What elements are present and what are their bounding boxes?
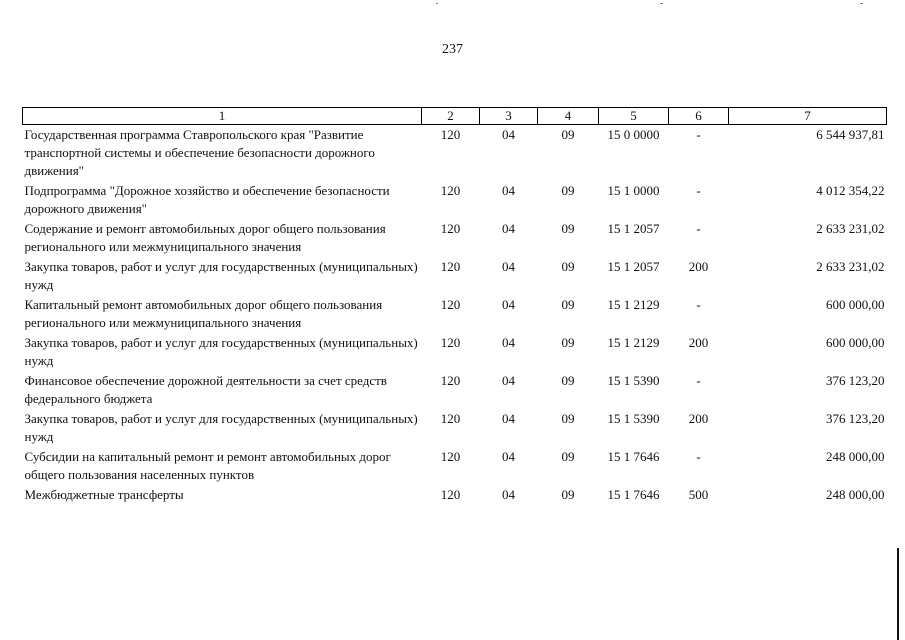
row-expense-type-cell: -	[696, 127, 701, 142]
column-header: 4	[538, 108, 599, 125]
row-amount-cell: 2 633 231,02	[816, 221, 885, 236]
row-amount-cell: 248 000,00	[826, 487, 885, 502]
row-section-cell: 04	[502, 449, 515, 464]
row-subsection-cell: 09	[561, 221, 575, 236]
row-expense-type-cell: 200	[688, 259, 709, 274]
page-number: 237	[442, 42, 463, 57]
row-amount-cell: 248 000,00	[826, 449, 885, 464]
row-code-cell: 120	[440, 183, 461, 198]
row-name-cell: Капитальный ремонт автомобильных дорог общего пользования регионального или межмуниципального значения	[24, 297, 383, 330]
row-section-cell: 04	[502, 297, 515, 312]
table-row	[23, 409, 887, 447]
table-row	[23, 447, 887, 485]
table-row	[23, 333, 887, 371]
row-code-cell: 120	[440, 487, 461, 502]
row-section-cell: 04	[502, 183, 515, 198]
scan-artifact	[860, 3, 863, 4]
table-row	[23, 257, 887, 295]
column-header: 7	[729, 108, 887, 125]
row-subsection-cell: 09	[561, 127, 575, 142]
row-code-cell: 120	[440, 373, 461, 388]
row-name-cell: Подпрограмма "Дорожное хозяйство и обеспечение безопасности дорожного движения"	[24, 183, 390, 216]
row-expense-type-cell: -	[696, 297, 701, 312]
row-code-cell: 120	[440, 221, 461, 236]
table-row	[23, 485, 887, 505]
row-target-article-cell: 15 0 0000	[607, 127, 660, 142]
row-section-cell: 04	[502, 259, 515, 274]
row-subsection-cell: 09	[561, 297, 575, 312]
table-row	[23, 219, 887, 257]
row-target-article-cell: 15 1 2129	[607, 335, 660, 350]
table-row	[23, 181, 887, 219]
row-name-cell: Закупка товаров, работ и услуг для государственных (муниципальных) нужд	[24, 335, 418, 368]
scan-edge-line	[897, 548, 899, 640]
row-code-cell: 120	[440, 127, 461, 142]
row-name-cell: Закупка товаров, работ и услуг для государственных (муниципальных) нужд	[24, 411, 418, 444]
row-amount-cell: 2 633 231,02	[816, 259, 885, 274]
row-name-cell: Финансовое обеспечение дорожной деятельности за счет средств федерального бюджета	[24, 373, 387, 406]
row-code-cell: 120	[440, 449, 461, 464]
row-name-cell: Межбюджетные трансферты	[24, 487, 184, 502]
row-subsection-cell: 09	[561, 335, 575, 350]
row-target-article-cell: 15 1 2057	[607, 259, 660, 274]
scan-artifact	[660, 3, 663, 4]
column-header: 6	[669, 108, 729, 125]
table-body	[23, 125, 887, 506]
column-header: 3	[480, 108, 538, 125]
row-target-article-cell: 15 1 2129	[607, 297, 660, 312]
budget-table	[22, 107, 887, 505]
row-expense-type-cell: -	[696, 221, 701, 236]
row-code-cell: 120	[440, 411, 461, 426]
row-section-cell: 04	[502, 221, 515, 236]
row-amount-cell: 600 000,00	[826, 335, 885, 350]
table-row	[23, 295, 887, 333]
row-code-cell: 120	[440, 335, 461, 350]
row-expense-type-cell: -	[696, 373, 701, 388]
row-section-cell: 04	[502, 411, 515, 426]
column-header: 5	[599, 108, 669, 125]
row-target-article-cell: 15 1 7646	[607, 487, 660, 502]
row-code-cell: 120	[440, 297, 461, 312]
row-name-cell: Содержание и ремонт автомобильных дорог общего пользования регионального или межмуниципального значения	[24, 221, 386, 254]
row-name-cell: Субсидии на капитальный ремонт и ремонт автомобильных дорог общего пользования населенных пунктов	[24, 449, 391, 482]
row-subsection-cell: 09	[561, 411, 575, 426]
row-expense-type-cell: 200	[688, 411, 709, 426]
column-header: 2	[422, 108, 480, 125]
row-subsection-cell: 09	[561, 449, 575, 464]
row-target-article-cell: 15 1 0000	[607, 183, 660, 198]
row-code-cell: 120	[440, 259, 461, 274]
row-subsection-cell: 09	[561, 487, 575, 502]
column-header: 1	[23, 108, 422, 125]
row-subsection-cell: 09	[561, 259, 575, 274]
row-amount-cell: 4 012 354,22	[816, 183, 885, 198]
row-expense-type-cell: 500	[688, 487, 709, 502]
row-expense-type-cell: 200	[688, 335, 709, 350]
row-amount-cell: 376 123,20	[826, 411, 885, 426]
row-subsection-cell: 09	[561, 183, 575, 198]
row-amount-cell: 6 544 937,81	[816, 127, 885, 142]
scan-artifact	[436, 3, 438, 4]
row-section-cell: 04	[502, 487, 515, 502]
row-target-article-cell: 15 1 7646	[607, 449, 660, 464]
row-target-article-cell: 15 1 5390	[607, 411, 660, 426]
row-section-cell: 04	[502, 335, 515, 350]
row-name-cell: Закупка товаров, работ и услуг для государственных (муниципальных) нужд	[24, 259, 418, 292]
row-target-article-cell: 15 1 2057	[607, 221, 660, 236]
table-header-row	[23, 108, 887, 125]
table-row	[23, 371, 887, 409]
row-amount-cell: 600 000,00	[826, 297, 885, 312]
row-name-cell: Государственная программа Ставропольского края "Развитие транспортной системы и обеспечение безопасности дорожного движения"	[24, 127, 375, 178]
row-subsection-cell: 09	[561, 373, 575, 388]
table-row	[23, 125, 887, 182]
row-section-cell: 04	[502, 373, 515, 388]
row-expense-type-cell: -	[696, 183, 701, 198]
row-section-cell: 04	[502, 127, 515, 142]
row-target-article-cell: 15 1 5390	[607, 373, 660, 388]
row-expense-type-cell: -	[696, 449, 701, 464]
row-amount-cell: 376 123,20	[826, 373, 885, 388]
